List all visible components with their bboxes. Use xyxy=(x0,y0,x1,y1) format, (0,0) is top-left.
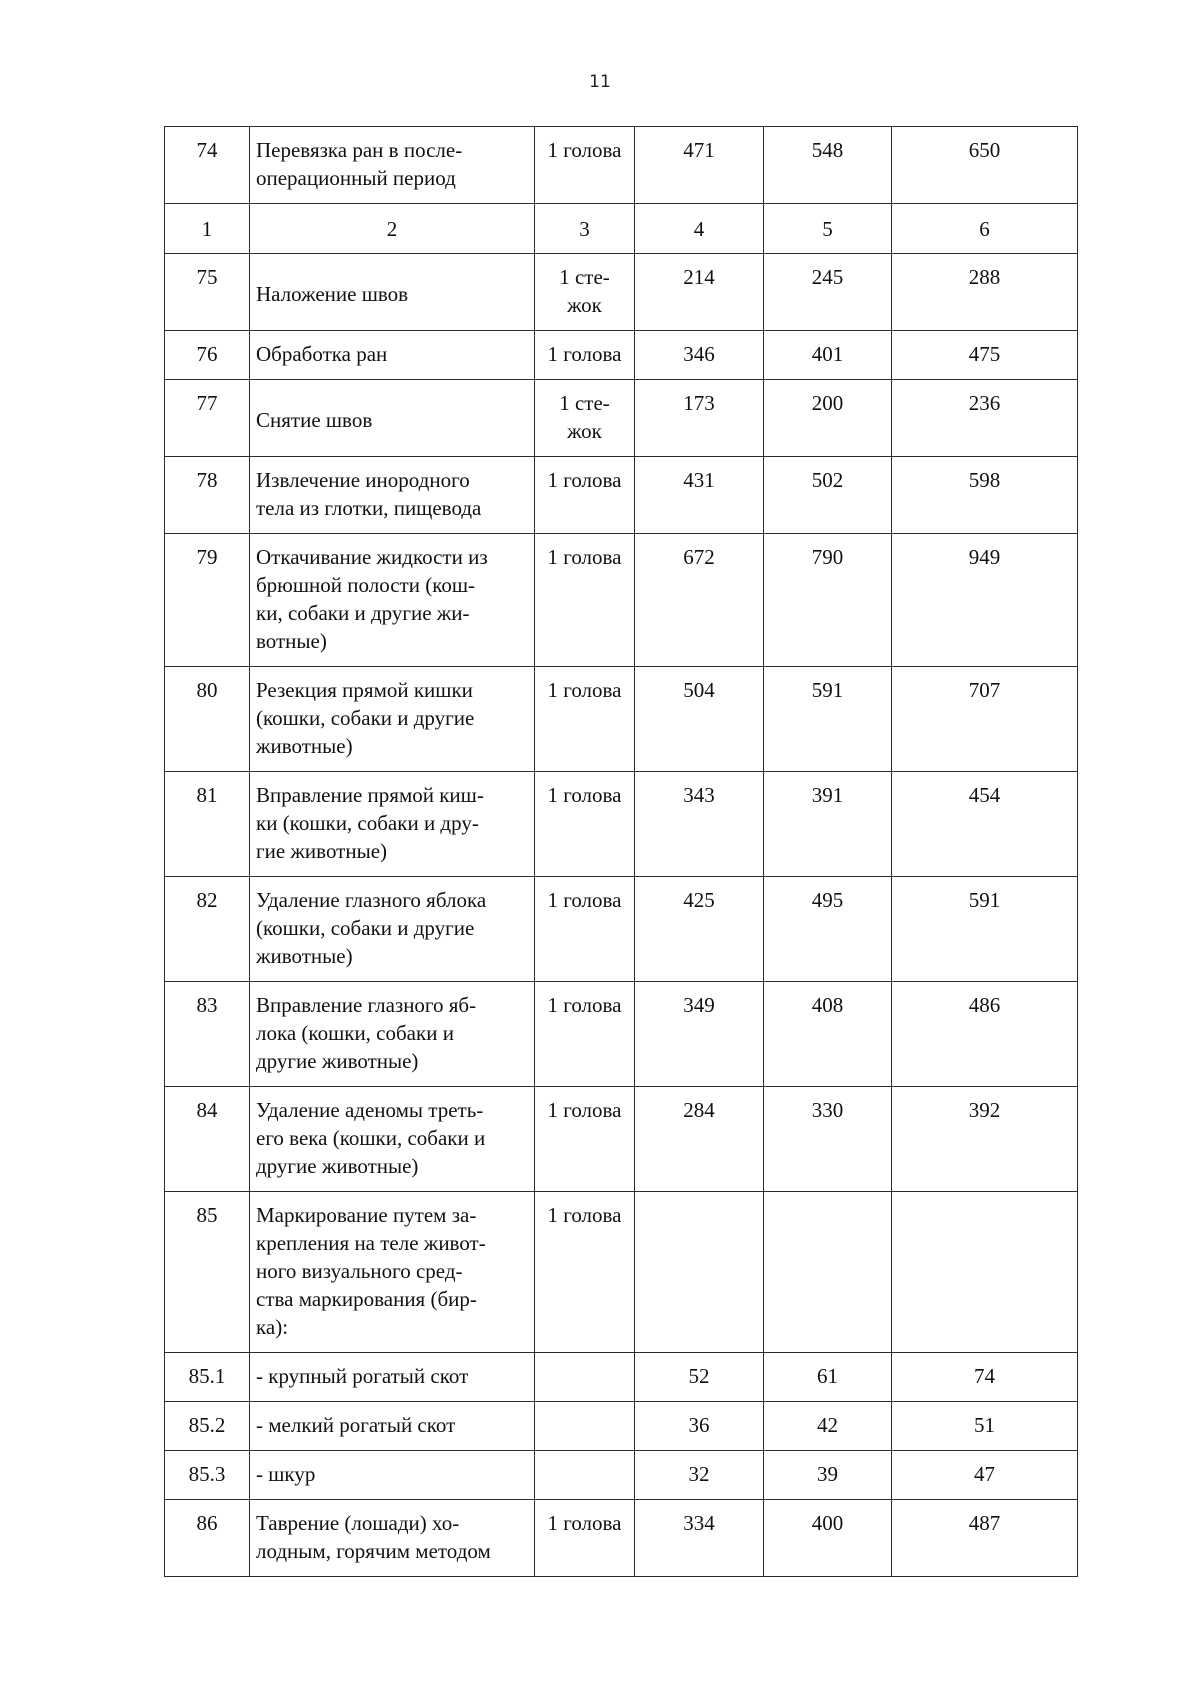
price-col4-cell: 284 xyxy=(635,1087,764,1192)
price-col4-cell: 52 xyxy=(635,1353,764,1402)
price-col6-cell: 486 xyxy=(892,982,1078,1087)
row-number-cell: 84 xyxy=(165,1087,250,1192)
price-col4-cell: 173 xyxy=(635,380,764,457)
price-col4-cell: 349 xyxy=(635,982,764,1087)
price-col6-cell: 47 xyxy=(892,1451,1078,1500)
price-col4-cell: 504 xyxy=(635,667,764,772)
row-number-cell: 78 xyxy=(165,457,250,534)
row-number-cell: 85.1 xyxy=(165,1353,250,1402)
price-col6-cell: 475 xyxy=(892,331,1078,380)
table-row xyxy=(165,1500,1078,1577)
price-col5-cell: 502 xyxy=(764,457,892,534)
price-col6-cell xyxy=(892,1192,1078,1353)
unit-cell: 1 голова xyxy=(535,457,635,534)
price-col4-cell: 214 xyxy=(635,254,764,331)
price-col6-cell: 949 xyxy=(892,534,1078,667)
table-row xyxy=(165,331,1078,380)
price-col6-cell: 487 xyxy=(892,1500,1078,1577)
table-row xyxy=(165,1353,1078,1402)
service-name-cell: - мелкий рогатый скот xyxy=(250,1402,535,1451)
row-number-cell: 86 xyxy=(165,1500,250,1577)
service-name-cell: Маркирование путем за- крепления на теле живот- ного визуального сред- ства маркирования (бир- ка): xyxy=(250,1192,535,1353)
price-col5-cell: 408 xyxy=(764,982,892,1087)
table-row xyxy=(165,667,1078,772)
price-col4-cell: 346 xyxy=(635,331,764,380)
unit-cell: 1 голова xyxy=(535,877,635,982)
price-col4-cell: 343 xyxy=(635,772,764,877)
price-col5-cell: 61 xyxy=(764,1353,892,1402)
price-col5-cell: 42 xyxy=(764,1402,892,1451)
unit-cell: 1 голова xyxy=(535,982,635,1087)
row-number-cell: 77 xyxy=(165,380,250,457)
price-col4-cell: 471 xyxy=(635,127,764,204)
row-number-cell: 83 xyxy=(165,982,250,1087)
unit-cell xyxy=(535,1451,635,1500)
price-col6-cell: 650 xyxy=(892,127,1078,204)
price-col5-cell: 790 xyxy=(764,534,892,667)
price-col4-cell: 334 xyxy=(635,1500,764,1577)
price-col5-cell xyxy=(764,1192,892,1353)
column-number-5: 5 xyxy=(764,204,892,254)
price-col4-cell: 431 xyxy=(635,457,764,534)
row-number-cell: 75 xyxy=(165,254,250,331)
column-number-4: 4 xyxy=(635,204,764,254)
column-number-6: 6 xyxy=(892,204,1078,254)
table-row xyxy=(165,380,1078,457)
row-number-cell: 79 xyxy=(165,534,250,667)
column-number-2: 2 xyxy=(250,204,535,254)
price-col5-cell: 591 xyxy=(764,667,892,772)
row-number-cell: 85 xyxy=(165,1192,250,1353)
price-col5-cell: 401 xyxy=(764,331,892,380)
unit-cell: 1 голова xyxy=(535,1087,635,1192)
service-name-cell: Обработка ран xyxy=(250,331,535,380)
service-name-cell: Удаление аденомы треть- его века (кошки, собаки и другие животные) xyxy=(250,1087,535,1192)
unit-cell: 1 голова xyxy=(535,127,635,204)
price-col4-cell: 672 xyxy=(635,534,764,667)
service-name-cell: Таврение (лошади) хо- лодным, горячим методом xyxy=(250,1500,535,1577)
table-row xyxy=(165,534,1078,667)
table-row xyxy=(165,982,1078,1087)
unit-cell: 1 сте- жок xyxy=(535,254,635,331)
service-name-cell: Вправление глазного яб- лока (кошки, собаки и другие животные) xyxy=(250,982,535,1087)
unit-cell: 1 голова xyxy=(535,667,635,772)
price-col4-cell: 425 xyxy=(635,877,764,982)
row-number-cell: 85.2 xyxy=(165,1402,250,1451)
table-row xyxy=(165,457,1078,534)
unit-cell xyxy=(535,1353,635,1402)
unit-cell: 1 голова xyxy=(535,331,635,380)
service-name-cell: Извлечение инородного тела из глотки, пищевода xyxy=(250,457,535,534)
unit-cell: 1 сте- жок xyxy=(535,380,635,457)
price-col6-cell: 74 xyxy=(892,1353,1078,1402)
unit-cell: 1 голова xyxy=(535,772,635,877)
table-row xyxy=(165,1192,1078,1353)
price-col4-cell: 36 xyxy=(635,1402,764,1451)
table-row xyxy=(165,1087,1078,1192)
table-row xyxy=(165,772,1078,877)
column-number-3: 3 xyxy=(535,204,635,254)
unit-cell: 1 голова xyxy=(535,1500,635,1577)
row-number-cell: 76 xyxy=(165,331,250,380)
table-row xyxy=(165,1451,1078,1500)
price-col6-cell: 51 xyxy=(892,1402,1078,1451)
price-col6-cell: 288 xyxy=(892,254,1078,331)
service-name-cell: Откачивание жидкости из брюшной полости (кош- ки, собаки и другие жи- вотные) xyxy=(250,534,535,667)
unit-cell xyxy=(535,1402,635,1451)
unit-cell: 1 голова xyxy=(535,534,635,667)
column-numbers-row xyxy=(165,204,1078,254)
price-col5-cell: 548 xyxy=(764,127,892,204)
column-number-1: 1 xyxy=(165,204,250,254)
price-col5-cell: 330 xyxy=(764,1087,892,1192)
price-col5-cell: 245 xyxy=(764,254,892,331)
row-number-cell: 80 xyxy=(165,667,250,772)
row-number-cell: 85.3 xyxy=(165,1451,250,1500)
price-col4-cell: 32 xyxy=(635,1451,764,1500)
table-row xyxy=(165,127,1078,204)
price-col5-cell: 400 xyxy=(764,1500,892,1577)
service-name-cell: Перевязка ран в после- операционный период xyxy=(250,127,535,204)
row-number-cell: 74 xyxy=(165,127,250,204)
table-row xyxy=(165,254,1078,331)
table-row xyxy=(165,1402,1078,1451)
price-col6-cell: 454 xyxy=(892,772,1078,877)
price-col4-cell xyxy=(635,1192,764,1353)
price-col6-cell: 598 xyxy=(892,457,1078,534)
page-number: 11 xyxy=(589,72,611,92)
price-col5-cell: 495 xyxy=(764,877,892,982)
service-name-cell: - шкур xyxy=(250,1451,535,1500)
service-name-cell: Наложение швов xyxy=(250,254,535,331)
service-name-cell: Резекция прямой кишки (кошки, собаки и другие животные) xyxy=(250,667,535,772)
price-col5-cell: 39 xyxy=(764,1451,892,1500)
unit-cell: 1 голова xyxy=(535,1192,635,1353)
price-col6-cell: 236 xyxy=(892,380,1078,457)
table-row xyxy=(165,877,1078,982)
service-name-cell: Снятие швов xyxy=(250,380,535,457)
service-name-cell: Вправление прямой киш- ки (кошки, собаки и дру- гие животные) xyxy=(250,772,535,877)
price-col6-cell: 392 xyxy=(892,1087,1078,1192)
price-col6-cell: 591 xyxy=(892,877,1078,982)
service-name-cell: Удаление глазного яблока (кошки, собаки и другие животные) xyxy=(250,877,535,982)
service-name-cell: - крупный рогатый скот xyxy=(250,1353,535,1402)
price-col5-cell: 391 xyxy=(764,772,892,877)
price-table xyxy=(164,126,1078,1577)
row-number-cell: 81 xyxy=(165,772,250,877)
row-number-cell: 82 xyxy=(165,877,250,982)
price-col5-cell: 200 xyxy=(764,380,892,457)
price-col6-cell: 707 xyxy=(892,667,1078,772)
